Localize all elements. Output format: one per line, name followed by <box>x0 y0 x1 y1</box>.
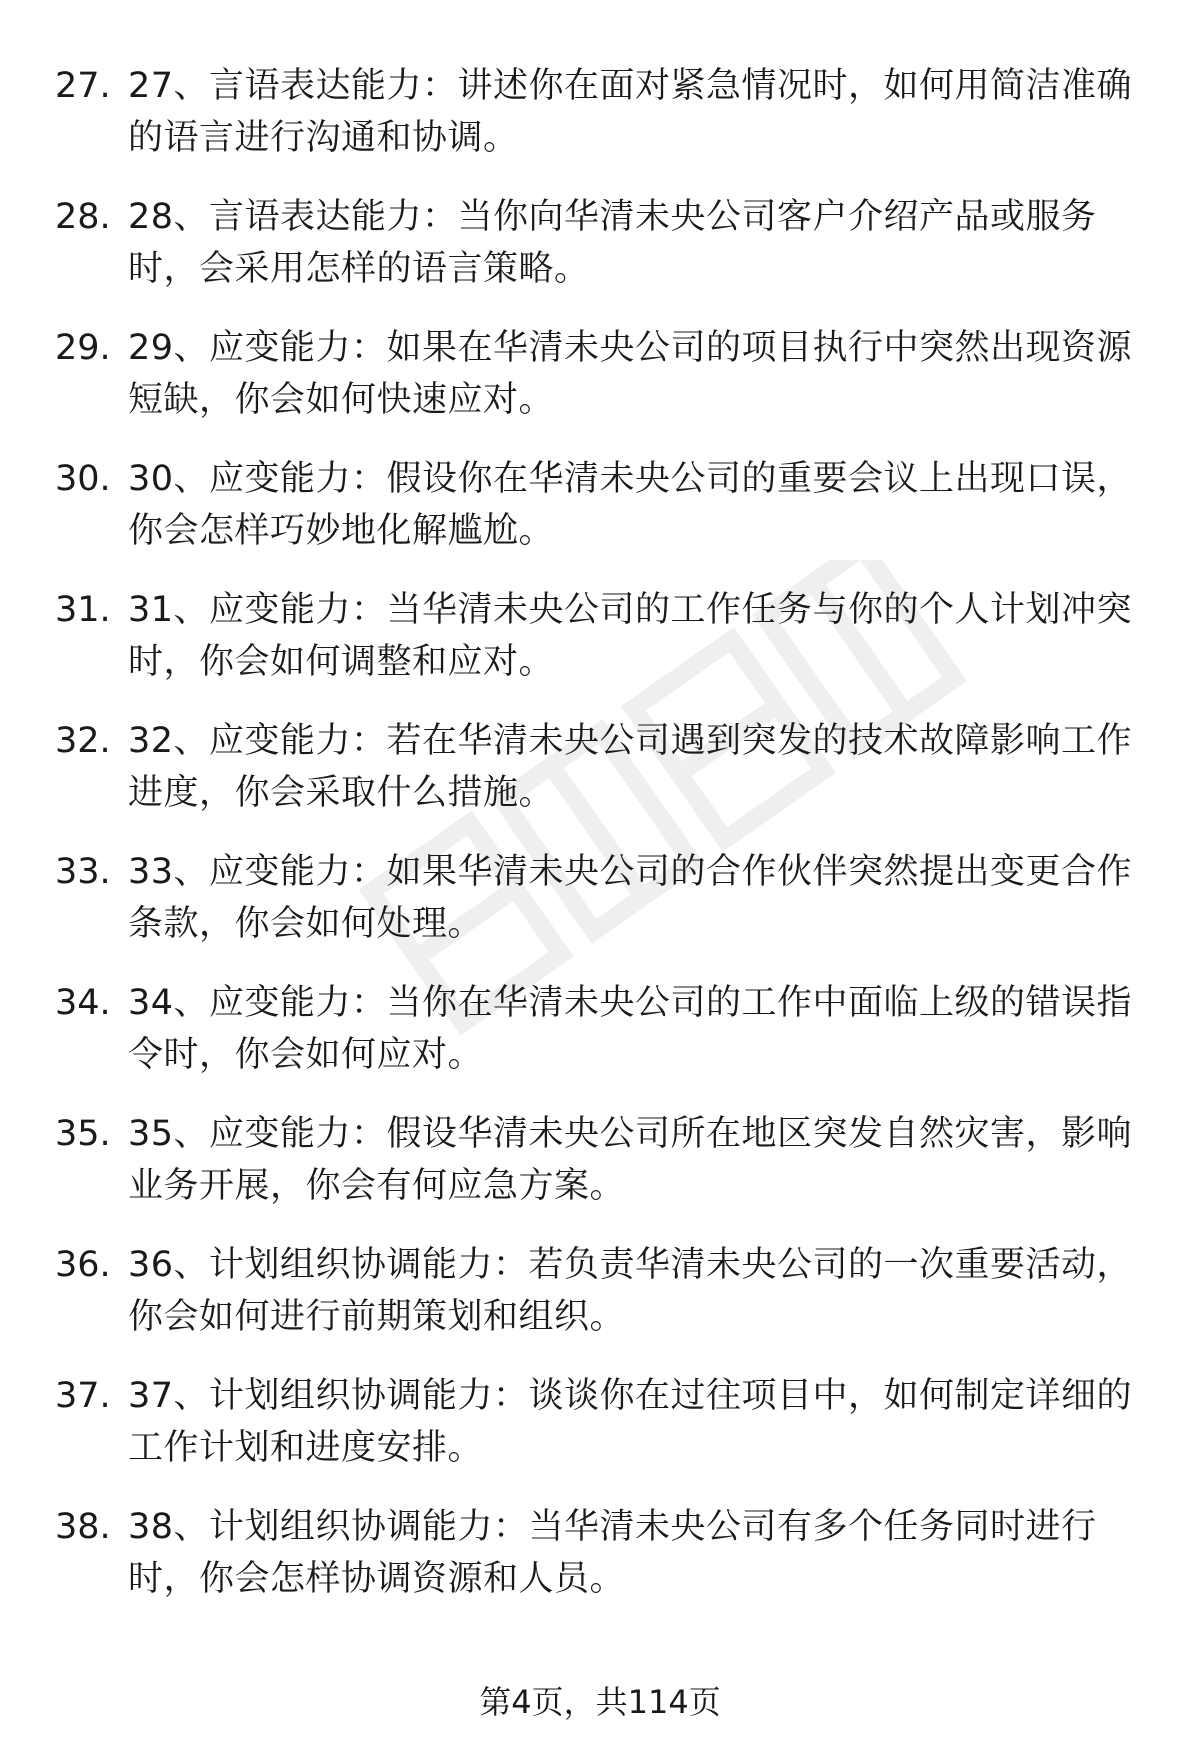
list-item <box>55 846 1145 977</box>
question-text: 32、应变能力：若在华清未央公司遇到突发的技术故障影响工作进度，你会采取什么措施。 <box>128 721 1133 813</box>
list-item <box>55 1108 1145 1239</box>
question-number: 36. <box>55 1245 111 1285</box>
question-text: 31、应变能力：当华清未央公司的工作任务与你的个人计划冲突时，你会如何调整和应对。 <box>128 590 1133 682</box>
question-list <box>55 60 1145 1632</box>
question-text: 30、应变能力：假设你在华清未央公司的重要会议上出现口误，你会怎样巧妙地化解尴尬。 <box>128 459 1133 551</box>
question-text: 35、应变能力：假设华清未央公司所在地区突发自然灾害，影响业务开展，你会有何应急方案。 <box>128 1114 1133 1206</box>
question-number: 28. <box>55 197 111 237</box>
question-text: 34、应变能力：当你在华清未央公司的工作中面临上级的错误指令时，你会如何应对。 <box>128 983 1133 1075</box>
list-item <box>55 977 1145 1108</box>
question-text: 27、言语表达能力：讲述你在面对紧急情况时，如何用简洁准确的语言进行沟通和协调。 <box>128 66 1133 158</box>
list-item <box>55 1501 1145 1632</box>
list-item <box>55 60 1145 191</box>
question-text: 37、计划组织协调能力：谈谈你在过往项目中，如何制定详细的工作计划和进度安排。 <box>128 1376 1133 1468</box>
question-number: 38. <box>55 1507 111 1547</box>
question-number: 37. <box>55 1376 111 1416</box>
list-item <box>55 453 1145 584</box>
question-number: 31. <box>55 590 111 630</box>
list-item <box>55 715 1145 846</box>
question-number: 34. <box>55 983 111 1023</box>
list-item <box>55 1239 1145 1370</box>
question-number: 27. <box>55 66 111 106</box>
question-number: 35. <box>55 1114 111 1154</box>
question-number: 32. <box>55 721 111 761</box>
list-item <box>55 322 1145 453</box>
list-item <box>55 191 1145 322</box>
list-item <box>55 584 1145 715</box>
question-text: 33、应变能力：如果华清未央公司的合作伙伴突然提出变更合作条款，你会如何处理。 <box>128 852 1133 944</box>
page-footer: 第4页，共114页 <box>479 1683 721 1721</box>
question-text: 28、言语表达能力：当你向华清未央公司客户介绍产品或服务时，会采用怎样的语言策略。 <box>128 197 1097 289</box>
question-number: 33. <box>55 852 111 892</box>
question-text: 36、计划组织协调能力：若负责华清未央公司的一次重要活动，你会如何进行前期策划和组织。 <box>128 1245 1133 1337</box>
question-number: 30. <box>55 459 111 499</box>
question-text: 38、计划组织协调能力：当华清未央公司有多个任务同时进行时，你会怎样协调资源和人员。 <box>128 1507 1097 1599</box>
question-text: 29、应变能力：如果在华清未央公司的项目执行中突然出现资源短缺，你会如何快速应对。 <box>128 328 1133 420</box>
list-item <box>55 1370 1145 1501</box>
question-number: 29. <box>55 328 111 368</box>
